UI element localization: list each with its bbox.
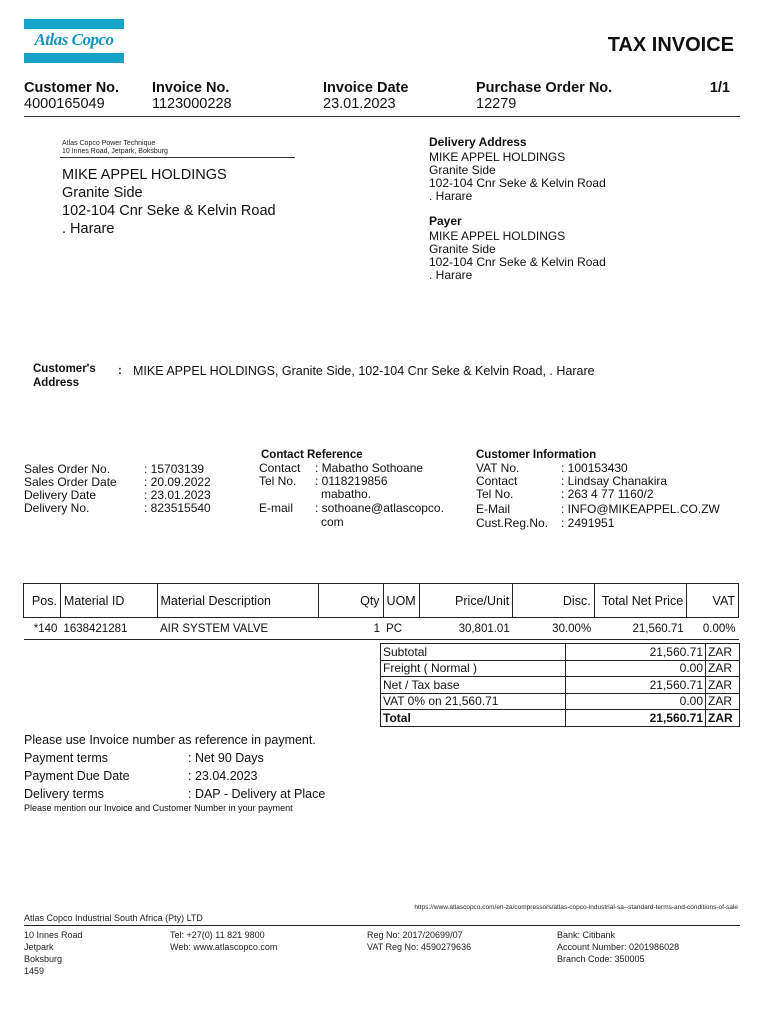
col-material-id: Material ID [60,584,157,618]
contact-email-label: E-mail [259,501,294,515]
delivery-address-line-2: Granite Side [429,163,496,177]
sales-order-value: : 15703139 [144,462,205,476]
atlas-copco-logo [24,19,124,63]
subtotal-currency: ZAR [706,644,740,661]
col-total: Total Net Price [594,584,686,618]
delivery-terms-label: Delivery terms [24,787,104,801]
invoice-date-value: 23.01.2023 [323,96,396,112]
po-label: Purchase Order No. [476,80,613,96]
tax-base-amount: 21,560.71 [566,677,706,694]
delivery-address-line-4: . Harare [429,189,473,203]
freight-label: Freight ( Normal ) [381,660,566,677]
cell-uom: PC [386,622,403,635]
cell-total: 21,560.71 [632,622,684,635]
footer-address-3: Boksburg [24,954,63,964]
table-row [24,618,739,640]
vat-row [381,693,740,710]
vat-label: VAT 0% on 21,560.71 [381,693,566,710]
col-vat: VAT [687,584,739,618]
invoice-no-label: Invoice No. [152,80,230,96]
customer-vat-label: VAT No. [476,461,520,475]
footer-account: Account Number: 0201986028 [557,942,680,952]
footer-web: Web: www.atlascopco.com [170,942,278,952]
cell-material-id: 1638421281 [63,622,128,635]
recipient-line-2: Granite Side [62,185,143,201]
cell-pos: *140 [33,622,58,635]
payer-line-3: 102-104 Cnr Seke & Kelvin Road [429,255,606,269]
delivery-address-line-1: MIKE APPEL HOLDINGS [429,150,566,164]
delivery-address-line-3: 102-104 Cnr Seke & Kelvin Road [429,176,606,190]
header-divider [24,116,740,117]
items-table [23,583,739,640]
customer-contact-label: Contact [476,474,518,488]
tax-base-label: Net / Tax base [381,677,566,694]
customer-email-label: E-Mail [476,502,511,516]
terms-conditions-link[interactable]: https://www.atlascopco.com/en-za/compressors/atlas-copco-industrial-sa--standard-terms-and-conditions-of-sale [414,904,738,911]
recipient-line-3: 102-104 Cnr Seke & Kelvin Road [62,203,276,219]
col-price: Price/Unit [419,584,513,618]
customer-tel-label: Tel No. [476,487,514,501]
payment-mention-note: Please mention our Invoice and Customer Number in your payment [24,803,293,813]
col-pos: Pos. [24,584,61,618]
footer-branch: Branch Code: 350005 [557,954,645,964]
payer-line-1: MIKE APPEL HOLDINGS [429,229,566,243]
customer-vat-value: : 100153430 [561,461,628,475]
footer-tel: Tel: +27(0) 11 821 9800 [170,930,265,940]
sender-divider [60,157,295,158]
footer-divider [24,925,740,926]
customers-address-label-1: Customer's [33,363,96,375]
po-value: 12279 [476,96,517,112]
footer-bank: Bank: Citibank [557,930,616,940]
delivery-no-value: : 823515540 [144,501,211,515]
delivery-terms-value: : DAP - Delivery at Place [188,787,326,801]
customers-address-label-2: Address [33,377,80,389]
payment-terms-label: Payment terms [24,751,109,765]
customer-contact-value: : Lindsay Chanakira [561,474,668,488]
contact-label: Contact [259,461,301,475]
sales-order-date-value: : 20.09.2022 [144,475,211,489]
total-row [381,710,740,727]
payment-due-value: : 23.04.2023 [188,769,258,783]
customers-address-colon: : [118,365,122,377]
contact-tel-value: : 0118219856 [315,474,388,488]
page-number: 1/1 [709,80,730,96]
payer-title: Payer [429,214,462,228]
footer-reg: Reg No: 2017/20699/07 [367,930,463,940]
total-amount: 21,560.71 [566,710,706,727]
sender-line-2: 10 Innes Road, Jetpark, Boksburg [62,148,168,155]
subtotal-row [381,644,740,661]
total-currency: ZAR [706,710,740,727]
delivery-no-label: Delivery No. [24,501,90,515]
invoice-no-value: 1123000228 [152,96,232,112]
contact-reference-title: Contact Reference [261,449,363,461]
freight-amount: 0.00 [566,660,706,677]
payer-line-4: . Harare [429,268,473,282]
invoice-date-label: Invoice Date [323,80,409,96]
payer-line-2: Granite Side [429,242,496,256]
footer-address-2: Jetpark [24,942,54,952]
tax-base-row [381,677,740,694]
vat-amount: 0.00 [566,693,706,710]
recipient-line-4: . Harare [62,221,115,237]
contact-tel-continuation: mabatho. [321,487,372,501]
customer-email-value: : INFO@MIKEAPPEL.CO.ZW [561,502,720,516]
col-uom: UOM [383,584,419,618]
customer-no-label: Customer No. [24,80,120,96]
delivery-date-value: : 23.01.2023 [144,488,211,502]
items-table-header [24,584,739,618]
customer-reg-label: Cust.Reg.No. [476,516,549,530]
freight-row [381,660,740,677]
cell-description: AIR SYSTEM VALVE [160,622,269,635]
contact-email-continuation: com [321,515,344,529]
payment-reference-note: Please use Invoice number as reference in payment. [24,733,316,747]
footer-address-1: 10 Innes Road [24,930,83,940]
sales-order-label: Sales Order No. [24,462,111,476]
cell-vat: 0.00% [702,622,736,635]
subtotal-amount: 21,560.71 [566,644,706,661]
footer-company: Atlas Copco Industrial South Africa (Pty) LTD [24,913,203,923]
delivery-date-label: Delivery Date [24,488,97,502]
total-label: Total [381,710,566,727]
logo-text: Atlas Copco [34,30,114,49]
vat-currency: ZAR [706,693,740,710]
col-description: Material Description [157,584,319,618]
customer-information-title: Customer Information [476,449,597,461]
sales-order-date-label: Sales Order Date [24,475,117,489]
footer-address-4: 1459 [24,966,45,976]
customers-address-value: MIKE APPEL HOLDINGS, Granite Side, 102-104 Cnr Seke & Kelvin Road, . Harare [133,364,595,378]
footer-vat-reg: VAT Reg No: 4590279636 [367,942,472,952]
sender-line-1: Atlas Copco Power Technique [62,140,156,147]
tax-base-currency: ZAR [706,677,740,694]
document-title: TAX INVOICE [607,34,734,56]
cell-disc: 30.00% [552,622,592,635]
col-disc: Disc. [513,584,594,618]
contact-email-value: : sothoane@atlascopco. [315,501,444,515]
customer-tel-value: : 263 4 77 1160/2 [561,487,654,501]
recipient-line-1: MIKE APPEL HOLDINGS [62,167,227,183]
cell-price: 30,801.01 [458,622,510,635]
cell-qty: 1 [373,622,381,635]
contact-tel-label: Tel No. [259,474,297,488]
col-qty: Qty [319,584,383,618]
customer-no-value: 4000165049 [24,96,105,112]
delivery-address-title: Delivery Address [429,135,527,149]
payment-terms-value: : Net 90 Days [188,751,264,765]
customer-reg-value: : 2491951 [561,516,615,530]
freight-currency: ZAR [706,660,740,677]
contact-value: : Mabatho Sothoane [315,461,424,475]
payment-due-label: Payment Due Date [24,769,130,783]
subtotal-label: Subtotal [381,644,566,661]
totals-table [380,643,740,727]
